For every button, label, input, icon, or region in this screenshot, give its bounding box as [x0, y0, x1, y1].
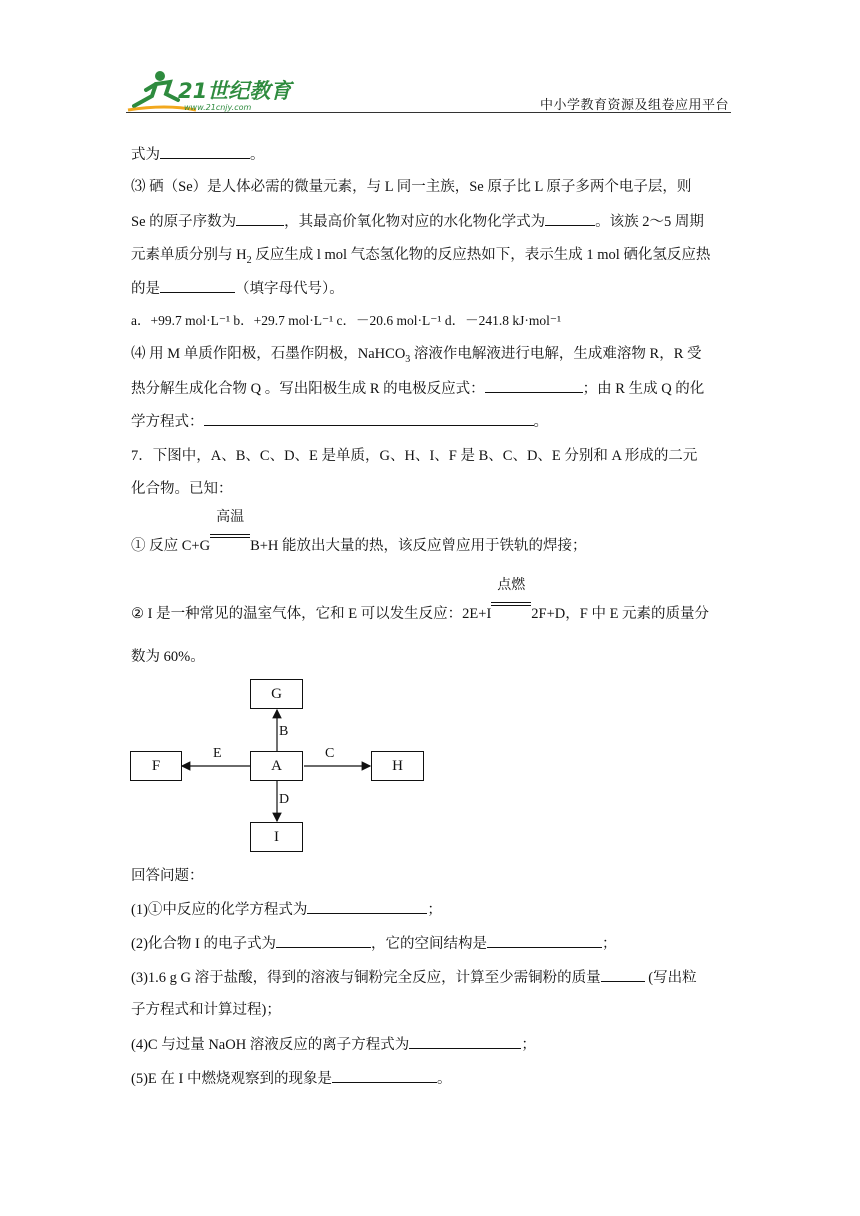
svg-text:21世纪教育: 21世纪教育	[178, 79, 292, 103]
reaction-arrow: 点燃	[491, 598, 531, 618]
text-line: ⑷ 用 M 单质作阳极，石墨作阴极，NaHCO$_3$ 溶液作电解液进行电解，生成难溶物 R，R 受	[131, 346, 702, 365]
node-g: G	[250, 679, 303, 709]
question-7-line: 7．下图中，A、B、C、D、E 是单质，G、H、I、F 是 B、C、D、E 分别和 A 形成的二元	[131, 448, 698, 464]
text-line: 的是 （填字母代号）。	[131, 278, 344, 299]
text-line: 热分解生成化合物 Q 。写出阳极生成 R 的电极反应式： ；由 R 生成 Q 的化	[131, 378, 704, 399]
text-line: 化合物。已知：	[131, 481, 233, 497]
header-divider	[126, 112, 731, 113]
answer-blank	[236, 211, 284, 226]
answer-blank	[601, 967, 645, 982]
answer-blank	[545, 211, 595, 226]
svg-text:www.21cnjy.com: www.21cnjy.com	[184, 103, 252, 112]
answer-blank	[204, 411, 534, 426]
edge-label-d: D	[279, 792, 290, 807]
question-4: (4)C 与过量 NaOH 溶液反应的离子方程式为 ；	[131, 1034, 536, 1055]
question-3-cont: 子方程式和计算过程)；	[131, 1002, 281, 1018]
answer-blank	[160, 278, 235, 293]
answer-blank	[409, 1034, 521, 1049]
text-line: 学方程式： 。	[131, 411, 548, 432]
answer-blank	[485, 378, 583, 393]
text-line: 数为 60%。	[131, 649, 205, 665]
text-line: ⑶ 硒（Se）是人体必需的微量元素，与 L 同一主族，Se 原子比 L 原子多两个电子层，则	[131, 179, 692, 195]
text-line: Se 的原子序数为 ，其最高价氧化物对应的水化物化学式为 。该族 2～5 周期	[131, 211, 704, 232]
node-h: H	[371, 751, 424, 781]
text-line: 式为 。	[131, 144, 265, 165]
page-header	[126, 66, 731, 118]
edge-label-e: E	[213, 746, 222, 761]
reaction-arrow: 高温	[210, 530, 250, 550]
answer-blank	[487, 933, 602, 948]
options-line: a．+99.7 mol·L⁻¹ b．+29.7 mol·L⁻¹ c．－20.6 mol·L⁻¹ d．－241.8 kJ·mol⁻¹	[131, 313, 562, 328]
logo-icon	[126, 66, 296, 114]
node-a: A	[250, 751, 303, 781]
condition-1-line: ① 反应 C+G 高温 B+H 能放出大量的热，该反应曾应用于铁轨的焊接；	[131, 510, 587, 554]
node-f: F	[130, 751, 182, 781]
edge-label-b: B	[279, 724, 289, 739]
platform-name: 中小学教育资源及组卷应用平台	[539, 97, 729, 112]
question-3: (3)1.6 g G 溶于盐酸，得到的溶液与铜粉完全反应，计算至少需铜粉的质量 (写出粒	[131, 967, 697, 988]
reaction-diagram	[128, 676, 428, 856]
question-2: (2)化合物 I 的电子式为 ，它的空间结构是 ；	[131, 933, 617, 954]
question-5: (5)E 在 I 中燃烧观察到的现象是 。	[131, 1068, 451, 1089]
edge-label-c: C	[325, 746, 335, 761]
answer-blank	[307, 899, 427, 914]
node-i: I	[250, 822, 303, 852]
question-1: (1)①中反应的化学方程式为 ；	[131, 899, 442, 920]
text-line: 元素单质分别与 $H_2$ 反应生成 l mol 气态氢化物的反应热如下，表示生成 1 mol 硒化氢反应热	[131, 247, 711, 266]
answer-blank	[160, 144, 250, 159]
answer-prompt: 回答问题：	[131, 868, 204, 884]
answer-blank	[276, 933, 371, 948]
answer-blank	[332, 1068, 437, 1083]
condition-2-line: ② I 是一种常见的温室气体，它和 E 可以发生反应：2E+I 点燃 2F+D，F 中 E 元素的质量分	[131, 578, 710, 622]
